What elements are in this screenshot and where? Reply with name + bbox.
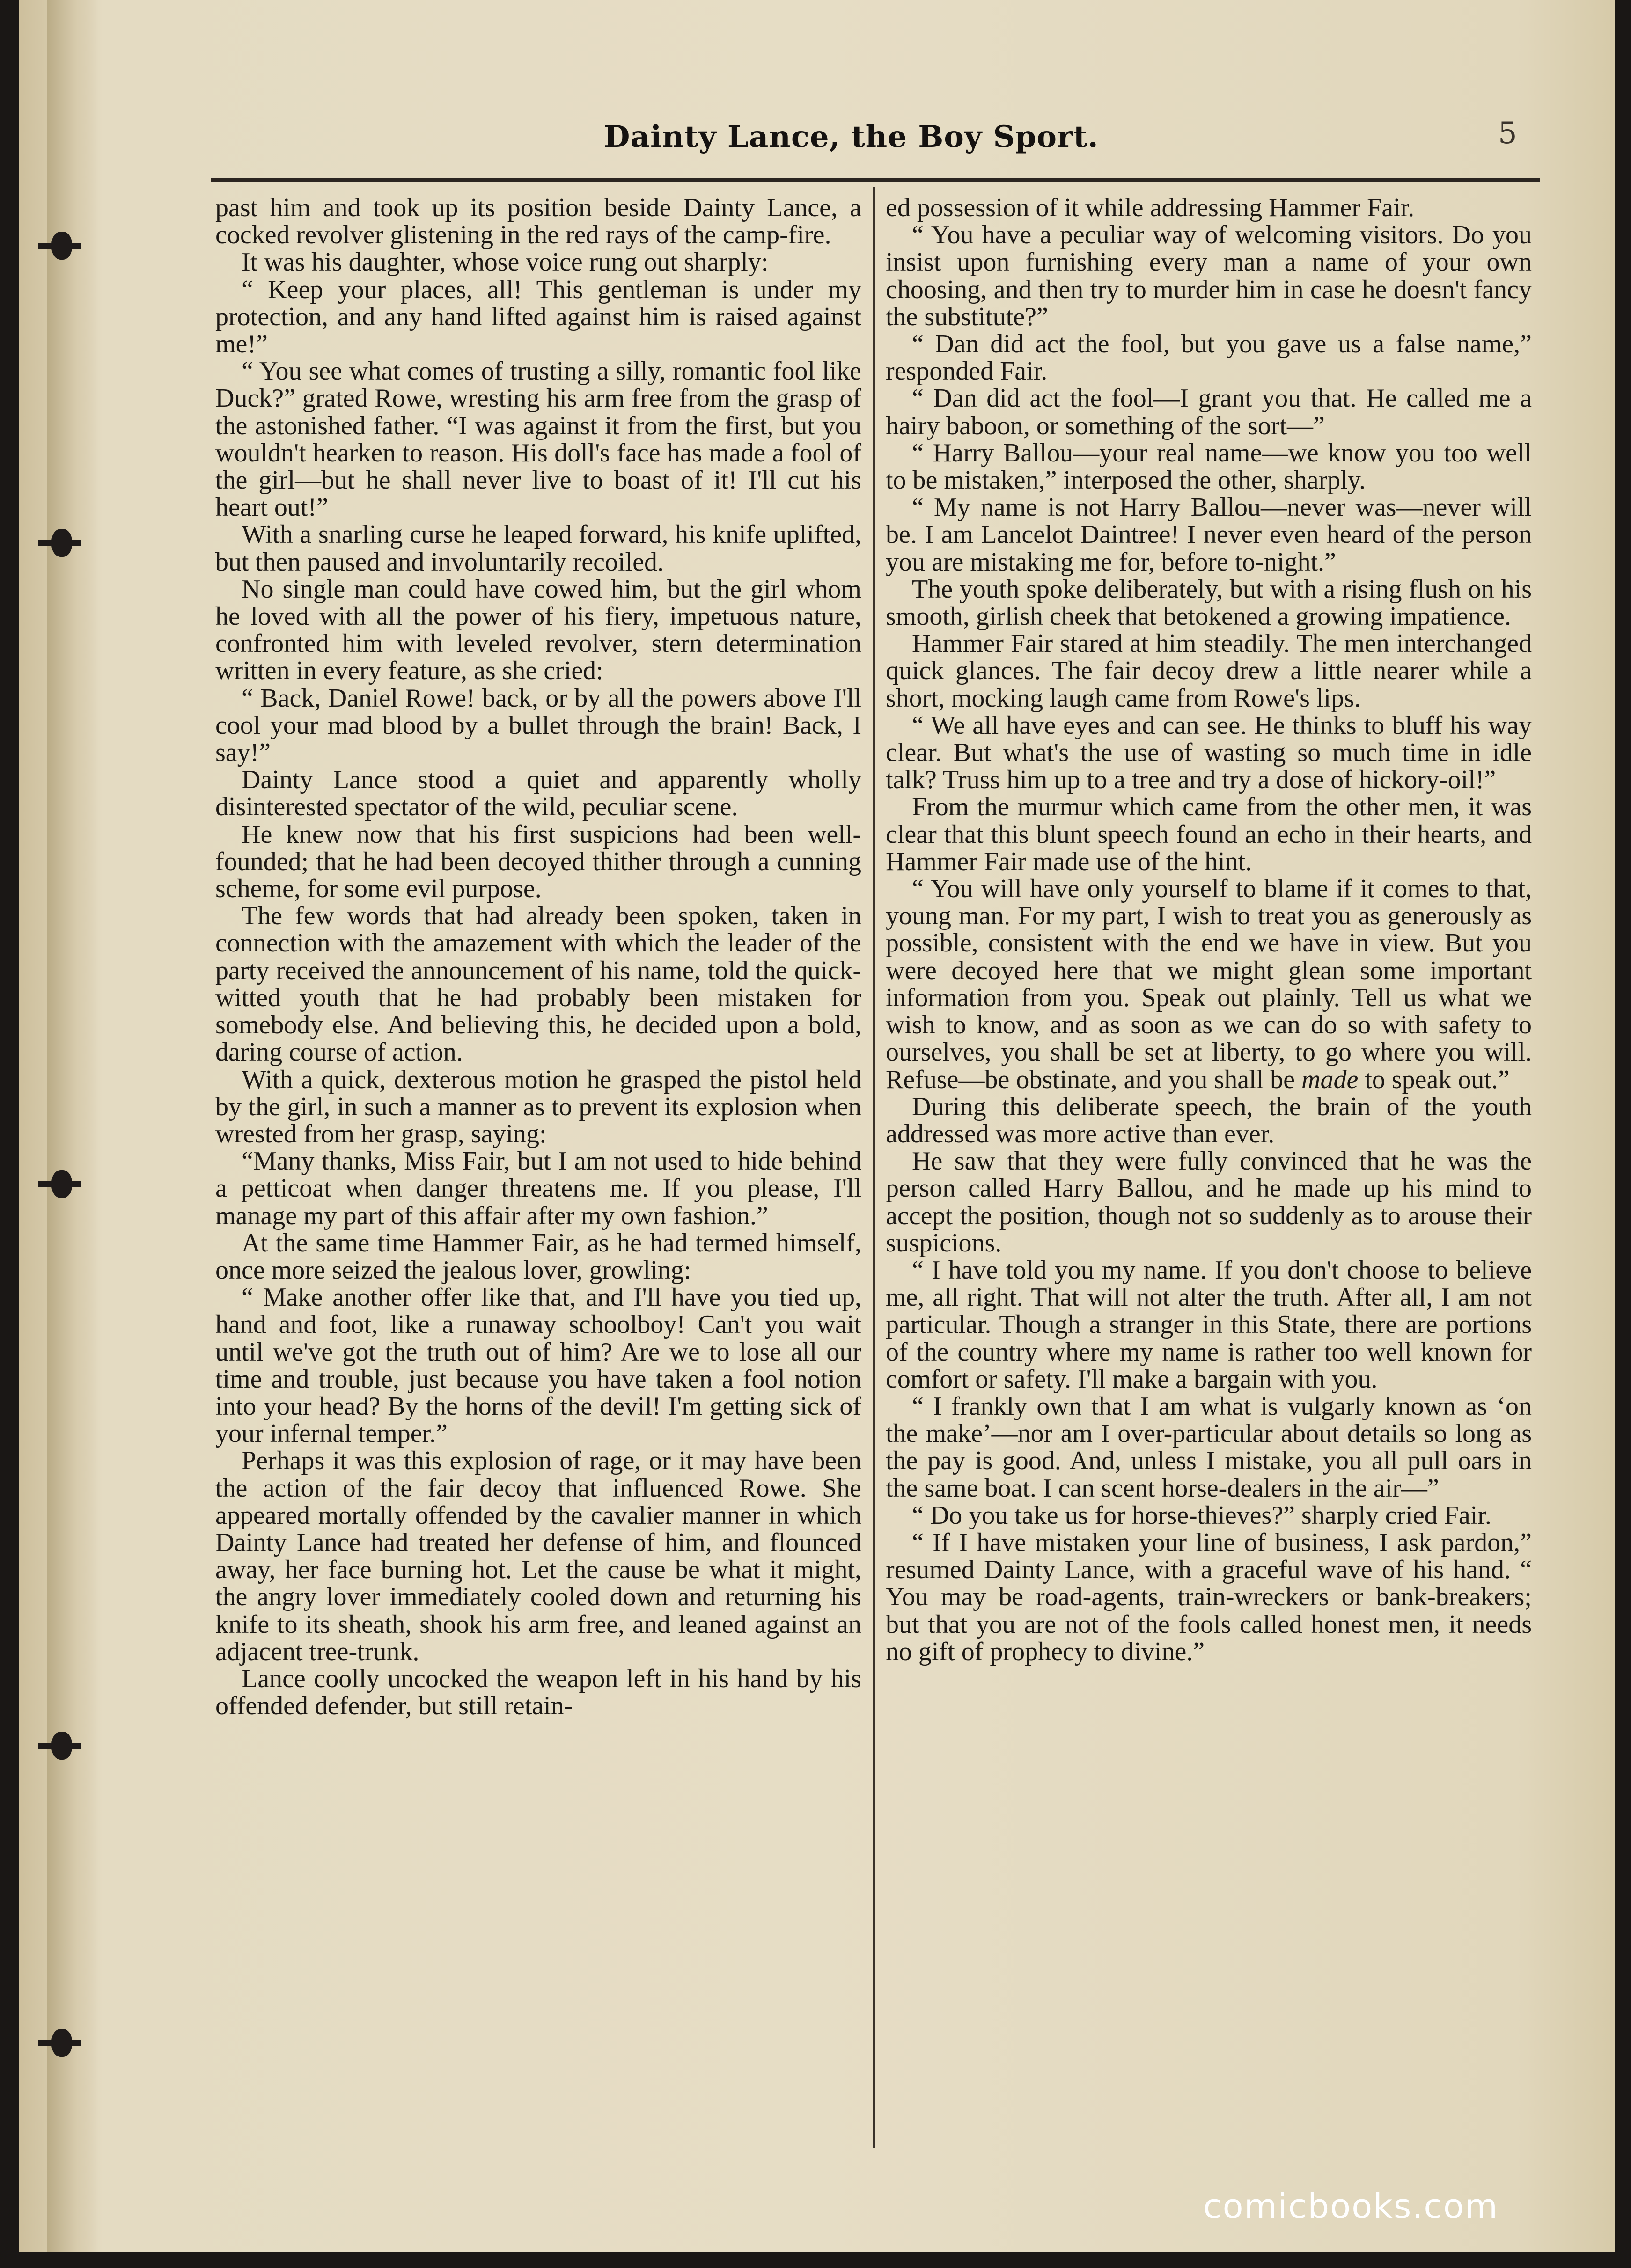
paragraph: “ I have told you my name. If you don't choose to believe me, all right. That will not alter the truth. After all, I am not particular. Though a stranger in this State, there are portions of the country where my name is rather too well known for comfort or safety. I'll make a bargain with you.: [886, 1255, 1532, 1394]
paragraph: “ We all have eyes and can see. He thinks to bluff his way clear. But what's the use of wasting so much time in idle talk? Truss him up to a tree and try a dose of hickory-oil!”: [886, 710, 1532, 795]
paragraph: past him and took up its position beside Dainty Lance, a cocked revolver glistening in the red rays of the camp-fire.: [215, 193, 861, 250]
paragraph: The youth spoke deliberately, but with a rising flush on his smooth, girlish cheek that betokened a growing impatience.: [886, 574, 1532, 631]
paragraph: ed possession of it while addressing Hammer Fair.: [886, 193, 1415, 222]
page-number: 5: [1498, 116, 1517, 151]
binding-stitch: [38, 1175, 81, 1193]
paragraph: “ Do you take us for horse-thieves?” sharply cried Fair.: [912, 1500, 1491, 1530]
paragraph: “ If I have mistaken your line of business, I ask pardon,” resumed Dainty Lance, with a graceful wave of his hand. “ You may be road-agents, train-wreckers or bank-breakers; but that you are not of the fools called honest men, it needs no gift of prophecy to divine.”: [886, 1528, 1532, 1666]
paragraph: It was his daughter, whose voice rung out sharply:: [242, 248, 769, 277]
paragraph-text: to speak out.”: [1358, 1065, 1510, 1094]
paragraph: No single man could have cowed him, but the girl whom he loved with all the power of his fiery, impetuous nature, confronted him with leveled revolver, stern determination written in every feature, as she cried:: [215, 574, 861, 686]
right-column: [886, 194, 1532, 1665]
binding-stitch: [38, 236, 81, 255]
paragraph: Dainty Lance stood a quiet and apparently wholly disinterested spectator of the wild, peculiar scene.: [215, 765, 861, 822]
column-rule: [873, 187, 875, 2148]
paragraph: From the murmur which came from the other men, it was clear that this blunt speech found an echo in their hearts, and Hammer Fair made use of the hint.: [886, 792, 1532, 876]
paragraph: “ Keep your places, all! This gentleman is under my protection, and any hand lifted against him is raised against me!”: [215, 275, 861, 359]
paragraph-text: “ You will have only yourself to blame if it comes to that, young man. For my part, I wish to treat you as generously as possible, consistent with the end we have in view. But you were decoyed here that we might glean some important information from you. Speak out plainly. Tell us what we wish to know, and as soon as we can do so with safety to ourselves, you shall be set at liberty, to go where you will. Refuse—be obstinate, and you shall be: [886, 874, 1532, 1094]
binding-stitch: [38, 1736, 81, 1755]
paragraph: [886, 875, 1532, 1093]
paragraph: “ Make another offer like that, and I'll have you tied up, hand and foot, like a runaway schoolboy! Can't you wait until we've got the truth out of him? Are we to lose all our time and trouble, just because you have taken a fool notion into your head? By the horns of the devil! I'm getting sick of your infernal temper.”: [215, 1283, 861, 1449]
paragraph: “ You see what comes of trusting a silly, romantic fool like Duck?” grated Rowe, wresting his arm free from the grasp of the astonished father. “I was against it from the first, but you wouldn't hearken to reason. His doll's face has made a fool of the girl—but he shall never live to boast of it! I'll cut his heart out!”: [215, 357, 861, 522]
paragraph: Hammer Fair stared at him steadily. The men interchanged quick glances. The fair decoy drew a little nearer while a short, mocking laugh came from Rowe's lips.: [886, 629, 1532, 713]
paragraph: He knew now that his first suspicions had been well-founded; that he had been decoyed thither through a cunning scheme, for some evil purpose.: [215, 819, 861, 904]
paragraph: “ Dan did act the fool, but you gave us a false name,” responded Fair.: [886, 329, 1532, 386]
watermark: comicbooks.com: [1203, 2187, 1499, 2226]
binding-gutter: [47, 0, 98, 2252]
left-column: [215, 194, 861, 1719]
paragraph: At the same time Hammer Fair, as he had termed himself, once more seized the jealous lover, growling:: [215, 1228, 861, 1285]
paragraph: “ Back, Daniel Rowe! back, or by all the powers above I'll cool your mad blood by a bullet through the brain! Back, I say!”: [215, 683, 861, 768]
paragraph: “ My name is not Harry Ballou—never was—never will be. I am Lancelot Daintree! I never even heard of the person you are mistaking me for, before to-night.”: [886, 493, 1532, 577]
header-rule: [211, 178, 1540, 182]
paragraph: During this deliberate speech, the brain of the youth addressed was more active than ever.: [886, 1092, 1532, 1149]
paragraph: “ Dan did act the fool—I grant you that. He called me a hairy baboon, or something of the sort—”: [886, 384, 1532, 440]
emphasized-word: made: [1301, 1065, 1359, 1094]
paragraph: Lance coolly uncocked the weapon left in his hand by his offended defender, but still retain-: [215, 1664, 861, 1721]
binding-stitch: [38, 534, 81, 552]
binding-stitch: [38, 2034, 81, 2052]
paragraph: “ I frankly own that I am what is vulgarly known as ‘on the make’—nor am I over-particular about details so long as the pay is good. And, unless I mistake, you all pull oars in the same boat. I can scent horse-dealers in the air—”: [886, 1391, 1532, 1503]
running-title: Dainty Lance, the Boy Sport.: [604, 119, 1099, 154]
paragraph: He saw that they were fully convinced that he was the person called Harry Ballou, and he made up his mind to accept the position, though not so suddenly as to arouse their suspicions.: [886, 1147, 1532, 1258]
paragraph: Perhaps it was this explosion of rage, or it may have been the action of the fair decoy that influenced Rowe. She appeared mortally offended by the cavalier manner in which Dainty Lance had treated her defense of him, and flounced away, her face burning hot. Let the cause be what it might, the angry lover immediately cooled down and returning his knife to its sheath, shook his arm free, and leaned against an adjacent tree-trunk.: [215, 1446, 861, 1666]
paragraph: With a snarling curse he leaped forward, his knife uplifted, but then paused and involuntarily recoiled.: [215, 520, 861, 577]
paragraph: “ Harry Ballou—your real name—we know you too well to be mistaken,” interposed the other, sharply.: [886, 438, 1532, 495]
paragraph: “Many thanks, Miss Fair, but I am not used to hide behind a petticoat when danger threatens me. If you please, I'll manage my part of this affair after my own fashion.”: [215, 1147, 861, 1230]
paragraph: “ You have a peculiar way of welcoming visitors. Do you insist upon furnishing every man a name of your own choosing, and then try to murder him in case he doesn't fancy the substitute?”: [886, 220, 1532, 331]
paragraph: With a quick, dexterous motion he grasped the pistol held by the girl, in such a manner as to prevent its explosion when wrested from her grasp, saying:: [215, 1065, 861, 1149]
paragraph: The few words that had already been spoken, taken in connection with the amazement with which the leader of the party received the announcement of his name, told the quick-witted youth that he had probably been mistaken for somebody else. And believing this, he decided upon a bold, daring course of action.: [215, 901, 861, 1067]
